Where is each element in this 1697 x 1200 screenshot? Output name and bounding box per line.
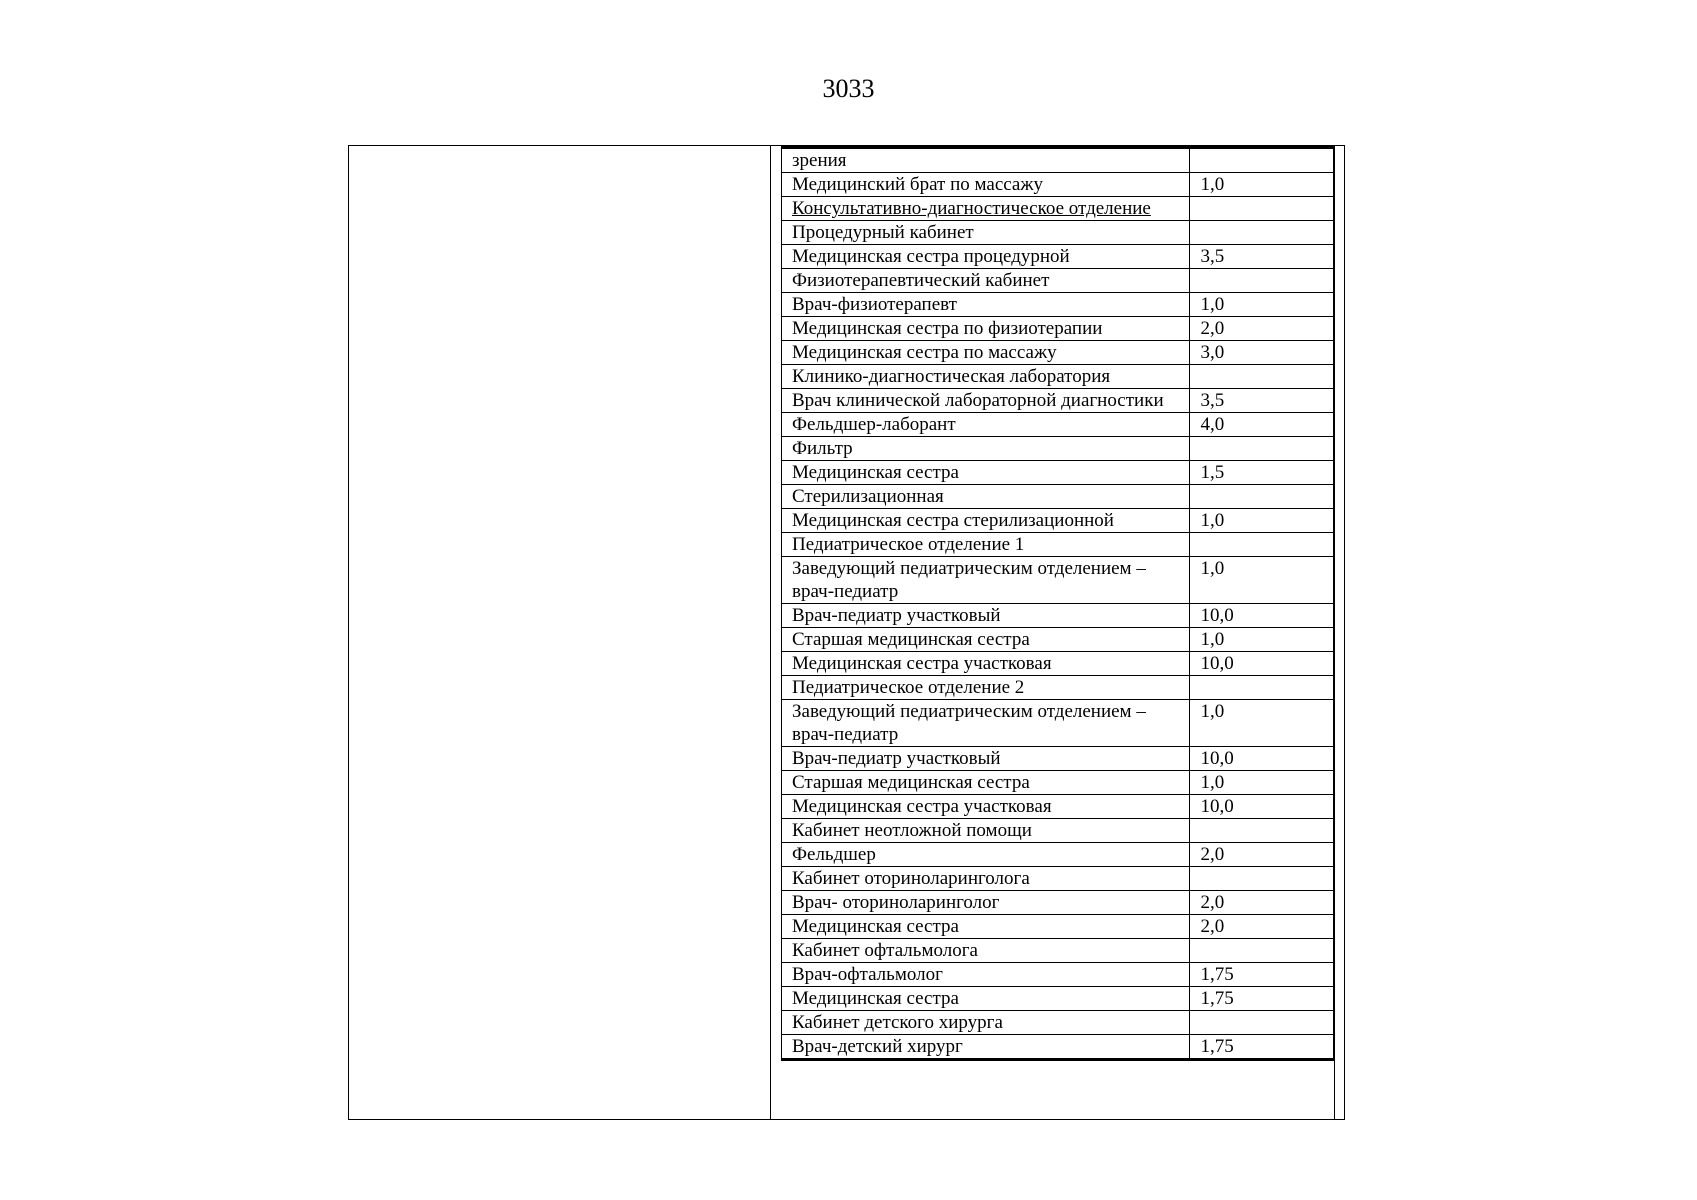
position-name-cell: Фильтр (782, 437, 1190, 461)
table-row (782, 197, 1334, 221)
staff-units-cell (1190, 221, 1334, 245)
table-row (782, 939, 1334, 963)
staff-units-cell: 10,0 (1190, 795, 1334, 819)
staff-units-cell (1190, 676, 1334, 700)
table-row (782, 963, 1334, 987)
position-name-cell: Физиотерапевтический кабинет (782, 269, 1190, 293)
staff-units-cell: 1,75 (1190, 987, 1334, 1011)
staff-units-cell: 3,5 (1190, 245, 1334, 269)
position-name-cell: Медицинский брат по массажу (782, 173, 1190, 197)
position-name-cell: Кабинет неотложной помощи (782, 819, 1190, 843)
table-row (782, 389, 1334, 413)
position-name-cell: Врач-офтальмолог (782, 963, 1190, 987)
staff-units-cell: 4,0 (1190, 413, 1334, 437)
table-row (782, 628, 1334, 652)
column-divider-right (1334, 145, 1335, 1120)
staff-units-cell: 3,0 (1190, 341, 1334, 365)
staff-units-cell: 1,0 (1190, 509, 1334, 533)
staff-units-cell: 1,0 (1190, 771, 1334, 795)
table-row (782, 987, 1334, 1011)
table-row (782, 173, 1334, 197)
table-row (782, 771, 1334, 795)
table-row (782, 533, 1334, 557)
position-name-cell: Фельдшер-лаборант (782, 413, 1190, 437)
position-name-cell: Медицинская сестра (782, 987, 1190, 1011)
staff-units-cell (1190, 269, 1334, 293)
table-row (782, 557, 1334, 604)
table-row (782, 365, 1334, 389)
staff-units-cell (1190, 485, 1334, 509)
table-row (782, 700, 1334, 747)
staff-units-cell (1190, 867, 1334, 891)
table-row (782, 341, 1334, 365)
table-row (782, 269, 1334, 293)
staff-units-cell (1190, 1011, 1334, 1035)
table-row (782, 1035, 1334, 1060)
staff-units-cell: 1,0 (1190, 700, 1334, 747)
position-name-cell: Заведующий педиатрическим отделением – врач-педиатр (782, 557, 1190, 604)
position-name-cell: Медицинская сестра участковая (782, 652, 1190, 676)
table-row (782, 485, 1334, 509)
position-name-cell: Кабинет офтальмолога (782, 939, 1190, 963)
position-name-cell: Процедурный кабинет (782, 221, 1190, 245)
staff-units-cell: 1,0 (1190, 557, 1334, 604)
table-row (782, 413, 1334, 437)
table-row (782, 604, 1334, 628)
table-row (782, 148, 1334, 173)
staff-table-body (782, 148, 1334, 1060)
table-row (782, 245, 1334, 269)
position-name-cell: Врач-педиатр участковый (782, 747, 1190, 771)
staff-units-cell (1190, 365, 1334, 389)
staff-units-cell: 1,75 (1190, 963, 1334, 987)
staff-table (781, 146, 1334, 1061)
position-name-cell: Педиатрическое отделение 2 (782, 676, 1190, 700)
column-divider-left (770, 145, 771, 1120)
table-row (782, 509, 1334, 533)
table-row (782, 317, 1334, 341)
position-name-cell: Врач-физиотерапевт (782, 293, 1190, 317)
position-name-cell: Кабинет детского хирурга (782, 1011, 1190, 1035)
position-name-cell: Медицинская сестра (782, 461, 1190, 485)
position-name-cell: Врач-детский хирург (782, 1035, 1190, 1060)
position-name-cell: Медицинская сестра процедурной (782, 245, 1190, 269)
table-row (782, 915, 1334, 939)
page-number: 3033 (822, 74, 875, 103)
table-row (782, 437, 1334, 461)
position-name-cell: Медицинская сестра по физиотерапии (782, 317, 1190, 341)
table-row (782, 676, 1334, 700)
position-name-cell: Заведующий педиатрическим отделением – врач-педиатр (782, 700, 1190, 747)
staff-units-cell: 2,0 (1190, 891, 1334, 915)
position-name-cell: зрения (782, 148, 1190, 173)
position-name-cell: Медицинская сестра (782, 915, 1190, 939)
position-name-cell: Врач- оториноларинголог (782, 891, 1190, 915)
staff-units-cell (1190, 437, 1334, 461)
staff-units-cell: 1,0 (1190, 173, 1334, 197)
position-name-cell: Медицинская сестра участковая (782, 795, 1190, 819)
position-name-cell: Врач-педиатр участковый (782, 604, 1190, 628)
position-name-cell: Консультативно-диагностическое отделение (782, 197, 1190, 221)
staff-units-cell: 1,5 (1190, 461, 1334, 485)
table-row (782, 819, 1334, 843)
position-name-cell: Старшая медицинская сестра (782, 771, 1190, 795)
staff-units-cell (1190, 197, 1334, 221)
position-name-cell: Педиатрическое отделение 1 (782, 533, 1190, 557)
position-name-cell: Медицинская сестра стерилизационной (782, 509, 1190, 533)
staff-units-cell: 1,0 (1190, 628, 1334, 652)
staff-units-cell (1190, 819, 1334, 843)
position-name-cell: Фельдшер (782, 843, 1190, 867)
staff-units-cell: 1,0 (1190, 293, 1334, 317)
staff-units-cell: 1,75 (1190, 1035, 1334, 1060)
staff-units-cell: 10,0 (1190, 747, 1334, 771)
table-row (782, 795, 1334, 819)
position-name-cell: Врач клинической лабораторной диагностики (782, 389, 1190, 413)
staff-units-cell: 2,0 (1190, 843, 1334, 867)
staff-units-cell (1190, 148, 1334, 173)
table-row (782, 867, 1334, 891)
staff-units-cell: 3,5 (1190, 389, 1334, 413)
table-row (782, 293, 1334, 317)
position-name-cell: Старшая медицинская сестра (782, 628, 1190, 652)
table-row (782, 1011, 1334, 1035)
staff-units-cell: 10,0 (1190, 604, 1334, 628)
position-name-cell: Медицинская сестра по массажу (782, 341, 1190, 365)
table-row (782, 891, 1334, 915)
staff-units-cell: 10,0 (1190, 652, 1334, 676)
position-name-cell: Кабинет оториноларинголога (782, 867, 1190, 891)
staff-units-cell: 2,0 (1190, 915, 1334, 939)
position-name-cell: Клинико-диагностическая лаборатория (782, 365, 1190, 389)
table-row (782, 747, 1334, 771)
table-row (782, 652, 1334, 676)
staff-units-cell (1190, 939, 1334, 963)
staff-units-cell (1190, 533, 1334, 557)
table-row (782, 843, 1334, 867)
table-row (782, 461, 1334, 485)
table-row (782, 221, 1334, 245)
position-name-cell: Стерилизационная (782, 485, 1190, 509)
staff-units-cell: 2,0 (1190, 317, 1334, 341)
